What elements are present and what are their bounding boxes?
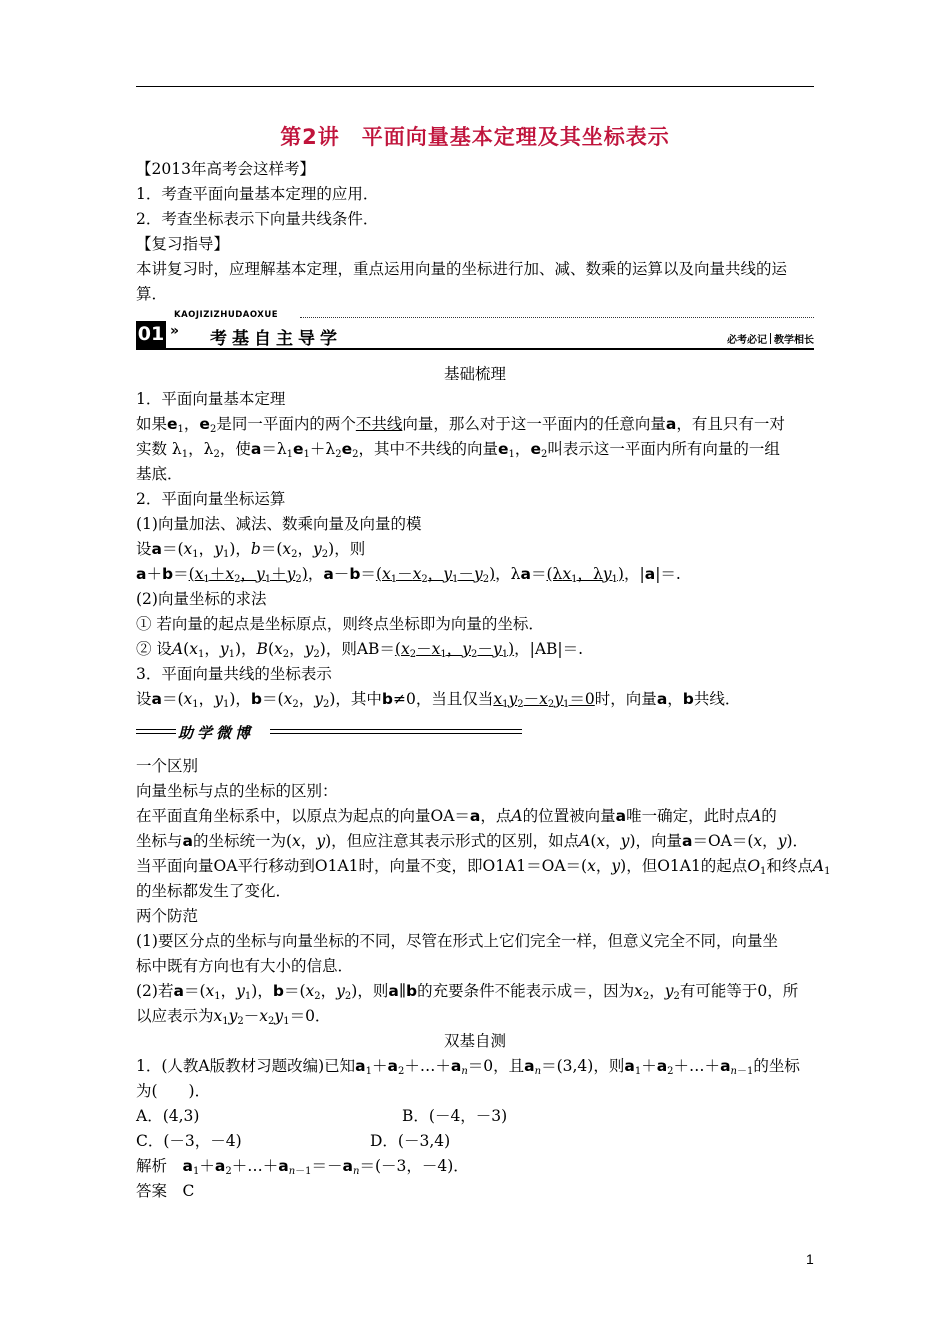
helper-line: 向量坐标与点的坐标的区别： xyxy=(136,782,338,800)
helper-label: 助学微博 xyxy=(178,724,255,742)
banner-dotted-line xyxy=(300,317,814,318)
helper-line: 以应表示为$x_1y_2-x_2y_1=0$． xyxy=(136,1007,331,1027)
theorem-line: 如果$e_1$，$e_2$是同一平面内的两个不共线向量，那么对于这一平面内的任意向量a，有且只有一对 xyxy=(136,415,785,435)
rule-line: ② 设$A(x_1$，$y_1$)，$B(x_2$，$y_2$)，则$AB=(x_2-x_1$，$y_2-y_1$)，|AB|＝. xyxy=(136,640,584,660)
banner-tag-b: 教学相长 xyxy=(774,335,814,346)
banner-tag-a: 必考必记 xyxy=(727,335,767,346)
selftest-heading: 双基自测 xyxy=(443,1032,506,1050)
section-2-1: (1)向量加法、减法、数乘向量及向量的模 xyxy=(136,515,422,533)
option-c: C．(－3，－4) xyxy=(136,1132,242,1150)
helper-line: (1)要区分点的坐标与向量坐标的不同，尽管在形式上它们完全一样，但意义完全不同，向量坐 xyxy=(136,932,778,950)
section-banner xyxy=(136,310,814,352)
helper-line: 当平面向量OA平行移动到O1A1时，向量不变，即O1A1＝OA＝(x，y)，但O1A1的起点$O_1$和终点$A_1$ xyxy=(136,857,831,877)
helper-line: 标中既有方向也有大小的信息． xyxy=(136,957,354,975)
helper-line: 坐标与a的坐标统一为(x，y)，但应注意其表示形式的区别，如点A(x，y)，向量a＝OA＝(x，y)． xyxy=(136,832,809,850)
section-2-2: (2)向量坐标的求法 xyxy=(136,590,267,608)
page-title: 第2讲 平面向量基本定理及其坐标表示 xyxy=(280,125,670,149)
exam-heading: 【2013年高考会这样考】 xyxy=(136,160,315,178)
collinear-line: 设$a=(x_1$，$y_1$)，$b=(x_2$，$y_2$)，其中b≠0，当且仅当$x_1y_2-x_2y_1=0$时，向量a，b共线． xyxy=(136,690,741,710)
theorem-line: 基底． xyxy=(136,465,183,483)
section-3-title: 3．平面向量共线的坐标表示 xyxy=(136,665,332,683)
theorem-line: 实数 $\lambda_1$，$\lambda_2$，使$a=\lambda_1e_1+\lambda_2e_2$，其中不共线的向量$e_1$，$e_2$叫表示这一平面内所有向量的一组 xyxy=(136,440,780,460)
helper-line: 的坐标都发生了变化． xyxy=(136,882,292,900)
option-b: B．(－4，－3) xyxy=(402,1107,508,1125)
banner-heading: 考基自主导学 xyxy=(210,329,342,349)
helper-text: 在平面直角坐标系中，以原点为起点的向量OA＝ xyxy=(136,807,470,825)
rule-line: ① 若向量的起点是坐标原点，则终点坐标即为向量的坐标． xyxy=(136,615,544,633)
header-rule xyxy=(136,86,814,87)
option-d: D．(－3,4) xyxy=(370,1132,451,1150)
option-a: A．(4,3) xyxy=(136,1107,200,1125)
basics-heading: 基础梳理 xyxy=(443,365,506,383)
formula-line: $a+b=(x_1+x_2$，$y_1+y_2$)，$a-b=(x_1-x_2$，$y_1-y_2$)，$\lambda a=(\lambda x_1$，$\lambda y_1$)，|a|＝. xyxy=(136,565,681,585)
review-line: 本讲复习时，应理解基本定理，重点运用向量的坐标进行加、减、数乘的运算以及向量共线的运 xyxy=(136,260,788,278)
exam-item: 1．考查平面向量基本定理的应用． xyxy=(136,185,379,203)
question-line: 1．(人教A版教材习题改编)已知$a_1+a_2+\dots+a_n=0$，且$a_n=(3,4)$，则$a_1+a_2+\dots+a_{n-1}$的坐标 xyxy=(136,1057,800,1077)
exam-item: 2．考查坐标表示下向量共线条件． xyxy=(136,210,379,228)
section-1-title: 1．平面向量基本定理 xyxy=(136,390,286,408)
formula-line: 设$a=(x_1$，$y_1$)，$b=(x_2$，$y_2$)，则 xyxy=(136,540,366,560)
review-heading: 【复习指导】 xyxy=(136,235,230,253)
banner-tagline xyxy=(727,331,814,346)
banner-number: 01 xyxy=(136,321,166,348)
chevron-right-icon: » xyxy=(170,323,180,339)
banner-pinyin: KAOJIZIZHUDAOXUE xyxy=(174,310,279,320)
helper-subheading: 一个区别 xyxy=(136,757,199,775)
banner-underline xyxy=(136,348,814,350)
solution-line: 解析 $a_1+a_2+\dots+a_{n-1}=-a_n=(-3$，－4)． xyxy=(136,1157,469,1177)
helper-line: 在平面直角坐标系中，以原点为起点的向量OA＝a，点A的位置被向量a唯一确定，此时点A的 xyxy=(136,807,777,825)
helper-banner xyxy=(136,722,522,742)
helper-line: (2)若$a=(x_1$，$y_1$)，$b=(x_2$，$y_2$)，则a∥b的充要条件不能表示成＝，因为$x_2$，$y_2$有可能等于0，所 xyxy=(136,982,799,1002)
answer-line: 答案 C xyxy=(136,1182,195,1200)
helper-subheading: 两个防范 xyxy=(136,907,199,925)
question-line: 为( )． xyxy=(136,1082,211,1100)
section-2-title: 2．平面向量坐标运算 xyxy=(136,490,286,508)
review-line: 算． xyxy=(136,285,168,303)
page-number: 1 xyxy=(806,1251,814,1267)
